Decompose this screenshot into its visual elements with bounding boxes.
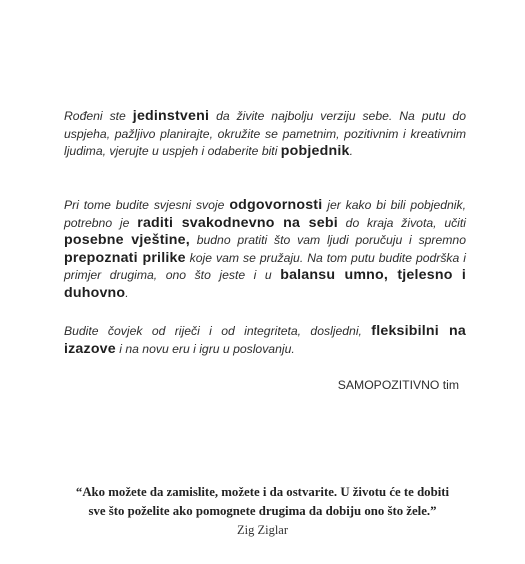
text-run: do kraja života, učiti (337, 215, 466, 230)
quote-line-2: sve što poželite ako pomognete drugima da dobiju ono što žele.” (88, 504, 437, 518)
text-run: . (125, 285, 129, 300)
text-run: Pri tome budite svjesni svoje (64, 198, 230, 212)
text-run: da živite najbolju verziju sebe. Na putu do uspjeha, pažljivo planirajte, okružite se pametnim, pozitivnim i kreativnim ljudima, vjerujte u uspjeh i odaberite biti (64, 109, 466, 158)
signature: SAMOPOZITIVNO tim (337, 378, 459, 392)
intro-paragraph (64, 108, 466, 161)
integrity-paragraph (64, 323, 466, 358)
text-run: budno pratiti što vam ljudi poručuju i spremno (189, 233, 466, 247)
emphasis-text: balansu umno, tjelesno i duhovno (64, 267, 466, 301)
emphasis-text: fleksibilni na izazove (64, 323, 466, 357)
emphasis-text: jedinstveni (132, 108, 210, 124)
text-run: koje vam se pružaju. Na tom putu budite podrška i primjer drugima, ono što jeste i u (64, 250, 466, 282)
emphasis-text: raditi svakodnevno na sebi (137, 214, 338, 231)
emphasis-text: posebne vještine, (64, 232, 190, 248)
text-run: Budite čovjek od riječi i od integriteta, dosljedni, (64, 324, 372, 338)
text-run: jer kako bi bili pobjednik, potrebno je (64, 198, 466, 230)
emphasis-text: prepoznati prilike (64, 249, 186, 266)
responsibility-paragraph (64, 197, 466, 302)
text-run: . (349, 144, 353, 158)
text-run: i na novu eru i igru u poslovanju. (115, 341, 295, 356)
emphasis-text: pobjednik (280, 143, 350, 159)
quote-block (40, 483, 485, 521)
quote-line-1: “Ako možete da zamislite, možete i da ostvarite. U životu će te dobiti (75, 485, 450, 499)
quote-author: Zig Ziglar (236, 523, 289, 537)
emphasis-text: odgovornosti (229, 197, 323, 213)
text-run: Rođeni ste (64, 109, 133, 123)
